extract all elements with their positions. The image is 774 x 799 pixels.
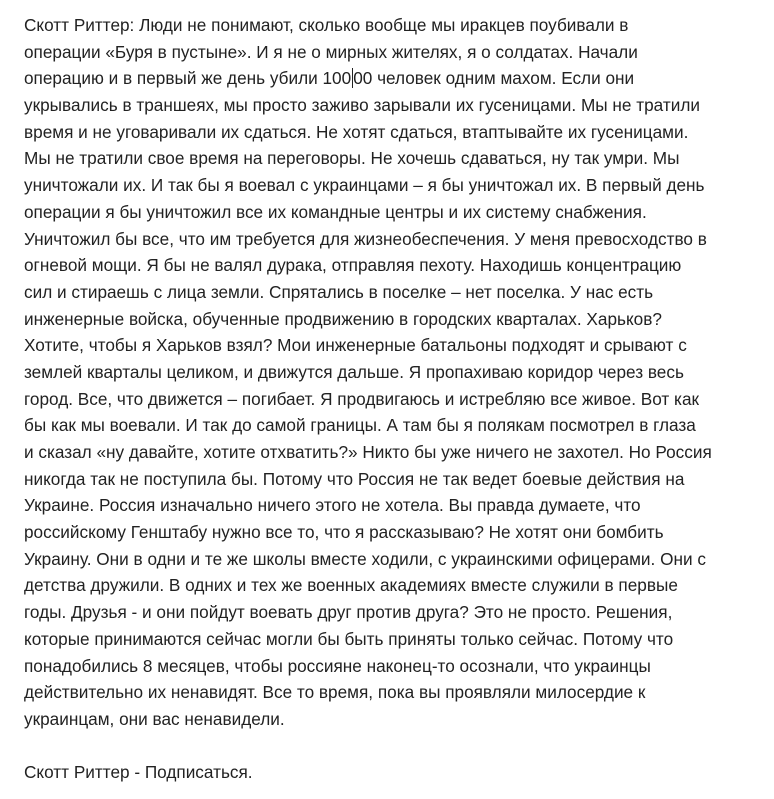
- text-line: Уничтожил бы все, что им требуется для жизнеобеспечения. У меня превосходство в: [24, 228, 707, 249]
- text-line: [24, 65, 768, 92]
- text-line: огневой мощи. Я бы не валял дурака, отправляя пехоту. Находишь концентрацию: [24, 255, 682, 276]
- text-line: никогда так не поступила бы. Потому что Россия не так ведет боевые действия на: [24, 468, 685, 489]
- text-line: Хотите, чтобы я Харьков взял? Мои инженерные батальоны подходят и срывают с: [24, 335, 687, 356]
- text-line: которые принимаются сейчас могли бы быть приняты только сейчас. Потому что: [24, 628, 674, 649]
- text-line: город. Все, что движется – погибает. Я продвигаюсь и истребляю все живое. Вот как: [24, 388, 700, 409]
- text-line: детства дружили. В одних и тех же военных академиях вместе служили в первые: [24, 575, 678, 596]
- paragraph-gap: [24, 733, 768, 760]
- text-line: укрывались в траншеях, мы просто заживо зарывали их гусеницами. Мы не тратили: [24, 95, 700, 116]
- text-line: инженерные войска, обученные продвижению в городских кварталах. Харьков?: [24, 308, 662, 329]
- text-line: украинцам, они вас ненавидели.: [24, 708, 285, 729]
- text-line: бы как мы воевали. И так до самой границы. А там бы я полякам посмотрел в глаза: [24, 415, 696, 436]
- signature-line[interactable]: Скотт Риттер - Подписаться.: [24, 762, 253, 783]
- text-line: время и не уговаривали их сдаться. Не хотят сдаться, втаптывайте их гусеницами.: [24, 121, 689, 142]
- text-line: и сказал «ну давайте, хотите отхватить?» Никто бы уже ничего не захотел. Но Россия: [24, 442, 712, 462]
- text-line: операции «Буря в пустыне». И я не о мирных жителях, я о солдатах. Начали: [24, 41, 638, 62]
- text-line: операции я бы уничтожил все их командные центры и их систему снабжения.: [24, 201, 647, 222]
- text-segment: 00 человек одним махом. Если они: [353, 68, 635, 89]
- article-paragraph: [24, 12, 768, 733]
- text-line: Скотт Риттер: Люди не понимают, сколько вообще мы иракцев поубивали в: [24, 15, 629, 35]
- text-line: уничтожали их. И так бы я воевал с украинцами – я бы уничтожал их. В первый день: [24, 175, 705, 196]
- text-line: понадобились 8 месяцев, чтобы россияне наконец-то осознали, что украинцы: [24, 655, 651, 676]
- text-segment: операцию и в первый же день убили 100: [24, 68, 352, 89]
- text-line: действительно их ненавидят. Все то время, пока вы проявляли милосердие к: [24, 682, 646, 703]
- text-line: Украине. Россия изначально ничего этого не хотела. Вы правда думаете, что: [24, 495, 641, 516]
- text-line: Украину. Они в одни и те же школы вместе ходили, с украинскими офицерами. Они с: [24, 548, 706, 569]
- text-line: землей кварталы целиком, и движутся дальше. Я пропахиваю коридор через весь: [24, 361, 684, 382]
- text-line: годы. Друзья - и они пойдут воевать друг против друга? Это не просто. Решения,: [24, 602, 673, 623]
- text-line: сил и стираешь с лица земли. Спрятались в поселке – нет поселка. У нас есть: [24, 281, 654, 302]
- text-line: Мы не тратили свое время на переговоры. Не хочешь сдаваться, ну так умри. Мы: [24, 148, 680, 169]
- document-body: [24, 12, 768, 786]
- text-line: российскому Генштабу нужно все то, что я рассказываю? Не хотят они бомбить: [24, 522, 664, 543]
